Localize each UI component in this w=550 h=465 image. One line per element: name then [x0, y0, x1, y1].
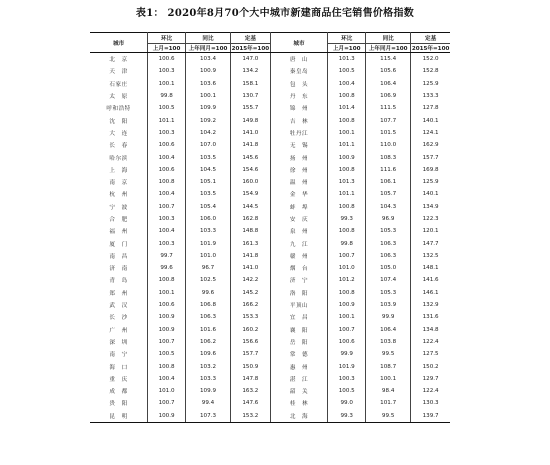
base-cell-right: 152.0 — [422, 56, 439, 63]
subheader-yoy-right: 上年同月=100 — [366, 44, 411, 53]
yoy-cell-left: 101.6 — [185, 324, 230, 336]
city-cell-right: 丹 东 — [270, 90, 328, 102]
city-cell-left: 杭 州 — [90, 188, 148, 200]
city-cell-left: 重 庆 — [90, 373, 148, 385]
header-city-right: 城市 — [270, 33, 328, 53]
city-cell-right: 扬 州 — [270, 151, 328, 163]
mom-cell-right: 101.9 — [328, 360, 366, 372]
table-row — [90, 373, 450, 385]
yoy-cell-right: 105.3 — [366, 287, 411, 299]
mom-cell-left: 100.6 — [148, 53, 186, 66]
yoy-cell-right: 106.9 — [366, 90, 411, 102]
base-cell-right: 131.6 — [422, 314, 439, 321]
city-cell-left: 广 州 — [90, 324, 148, 336]
city-cell-left: 上 海 — [90, 164, 148, 176]
yoy-cell-left: 107.3 — [185, 410, 230, 423]
base-cell-left: 147.6 — [231, 397, 271, 409]
yoy-cell-left: 100.9 — [185, 65, 230, 77]
table-row — [90, 336, 450, 348]
mom-cell-left: 100.3 — [148, 213, 186, 225]
mom-cell-right: 99.9 — [328, 348, 366, 360]
yoy-cell-left: 107.0 — [185, 139, 230, 151]
yoy-cell-left: 109.9 — [185, 102, 230, 114]
table-row — [90, 139, 450, 151]
yoy-cell-left: 103.4 — [185, 53, 230, 66]
yoy-cell-left: 101.0 — [185, 250, 230, 262]
yoy-cell-left: 109.2 — [185, 114, 230, 126]
base-cell-right: 125.9 — [422, 80, 439, 87]
yoy-cell-left: 105.1 — [185, 176, 230, 188]
base-cell-left: 160.0 — [231, 176, 271, 188]
yoy-cell-left: 106.2 — [185, 336, 230, 348]
city-cell-left: 昆 明 — [90, 410, 148, 423]
subheader-fixed-base-left: 2015年=100 — [231, 44, 271, 53]
base-cell-right: 120.1 — [422, 228, 439, 235]
mom-cell-left: 100.1 — [148, 78, 186, 90]
base-cell-left: 147.8 — [231, 373, 271, 385]
base-cell-left: 150.9 — [231, 360, 271, 372]
base-cell-left: 153.2 — [231, 410, 271, 423]
base-cell-right: 140.1 — [422, 191, 439, 198]
mom-cell-right: 100.8 — [328, 114, 366, 126]
header-yoy-left: 同比 — [185, 33, 230, 44]
base-cell-left: 141.8 — [231, 139, 271, 151]
table-row — [90, 262, 450, 274]
yoy-cell-left: 103.2 — [185, 360, 230, 372]
mom-cell-right: 100.1 — [328, 311, 366, 323]
base-cell-right: 134.8 — [422, 326, 439, 333]
mom-cell-right: 100.9 — [328, 299, 366, 311]
yoy-cell-right: 99.5 — [366, 410, 411, 423]
base-cell-left: 145.6 — [231, 151, 271, 163]
city-cell-right: 温 州 — [270, 176, 328, 188]
city-cell-right: 常 德 — [270, 348, 328, 360]
mom-cell-right: 99.3 — [328, 410, 366, 423]
mom-cell-left: 100.3 — [148, 127, 186, 139]
mom-cell-left: 100.6 — [148, 139, 186, 151]
city-cell-left: 宁 波 — [90, 201, 148, 213]
mom-cell-left: 100.9 — [148, 324, 186, 336]
yoy-cell-left: 106.0 — [185, 213, 230, 225]
table-row — [90, 397, 450, 409]
mom-cell-left: 100.5 — [148, 348, 186, 360]
base-cell-left: 162.8 — [231, 213, 271, 225]
mom-cell-right: 100.7 — [328, 250, 366, 262]
city-cell-right: 韶 关 — [270, 385, 328, 397]
base-cell-left: 153.3 — [231, 311, 271, 323]
mom-cell-right: 100.8 — [328, 287, 366, 299]
mom-cell-left: 100.4 — [148, 151, 186, 163]
subheader-mom-left: 上月=100 — [148, 44, 186, 53]
yoy-cell-right: 106.1 — [366, 176, 411, 188]
mom-cell-right: 101.3 — [328, 176, 366, 188]
mom-cell-right: 100.6 — [328, 336, 366, 348]
city-cell-left: 沈 阳 — [90, 114, 148, 126]
yoy-cell-right: 115.4 — [366, 53, 411, 66]
city-cell-right: 吉 林 — [270, 114, 328, 126]
base-cell-right: 152.8 — [422, 68, 439, 75]
yoy-cell-left: 105.4 — [185, 201, 230, 213]
header-city-left: 城市 — [90, 33, 148, 53]
header-fixed-base-left: 定基 — [231, 33, 271, 44]
table-row — [90, 274, 450, 286]
yoy-cell-right: 96.9 — [366, 213, 411, 225]
city-cell-right: 湛 江 — [270, 373, 328, 385]
city-cell-left: 长 春 — [90, 139, 148, 151]
mom-cell-right: 99.3 — [328, 213, 366, 225]
mom-cell-left: 100.4 — [148, 225, 186, 237]
city-cell-right: 锦 州 — [270, 102, 328, 114]
yoy-cell-right: 111.5 — [366, 102, 411, 114]
base-cell-right: 124.1 — [422, 129, 439, 136]
base-cell-right: 130.3 — [422, 400, 439, 407]
base-cell-left: 156.6 — [231, 336, 271, 348]
mom-cell-right: 100.8 — [328, 90, 366, 102]
yoy-cell-left: 99.6 — [185, 287, 230, 299]
mom-cell-left: 100.6 — [148, 299, 186, 311]
city-cell-right: 金 华 — [270, 188, 328, 200]
mom-cell-right: 100.5 — [328, 65, 366, 77]
yoy-cell-left: 102.5 — [185, 274, 230, 286]
header-fixed-base-right: 定基 — [411, 33, 450, 44]
yoy-cell-right: 107.7 — [366, 114, 411, 126]
yoy-cell-left: 104.5 — [185, 164, 230, 176]
mom-cell-right: 100.9 — [328, 151, 366, 163]
city-cell-left: 济 南 — [90, 262, 148, 274]
subheader-fixed-base-right: 2015年=100 — [411, 44, 450, 53]
mom-cell-left: 100.3 — [148, 65, 186, 77]
table-row — [90, 287, 450, 299]
yoy-cell-left: 99.4 — [185, 397, 230, 409]
base-cell-right: 122.4 — [422, 388, 439, 395]
yoy-cell-right: 105.0 — [366, 262, 411, 274]
yoy-cell-left: 103.3 — [185, 225, 230, 237]
base-cell-left: 161.3 — [231, 237, 271, 249]
mom-cell-left: 100.8 — [148, 274, 186, 286]
yoy-cell-left: 103.3 — [185, 373, 230, 385]
mom-cell-right: 100.4 — [328, 78, 366, 90]
city-cell-left: 厦 门 — [90, 237, 148, 249]
city-cell-left: 武 汉 — [90, 299, 148, 311]
table-row — [90, 114, 450, 126]
mom-cell-left: 100.4 — [148, 373, 186, 385]
city-cell-right: 泉 州 — [270, 225, 328, 237]
mom-cell-right: 100.5 — [328, 385, 366, 397]
base-cell-right: 125.9 — [422, 179, 439, 186]
base-cell-right: 162.9 — [422, 142, 439, 149]
base-cell-left: 141.0 — [231, 127, 271, 139]
subheader-yoy-left: 上年同月=100 — [185, 44, 230, 53]
base-cell-right: 133.3 — [422, 93, 439, 100]
base-cell-right: 140.1 — [422, 117, 439, 124]
base-cell-left: 149.8 — [231, 114, 271, 126]
base-cell-left: 163.2 — [231, 385, 271, 397]
mom-cell-right: 99.0 — [328, 397, 366, 409]
city-cell-left: 南 京 — [90, 176, 148, 188]
city-cell-right: 北 海 — [270, 410, 328, 423]
base-cell-left: 154.6 — [231, 164, 271, 176]
city-cell-right: 洛 阳 — [270, 287, 328, 299]
mom-cell-right: 101.4 — [328, 102, 366, 114]
table-row — [90, 324, 450, 336]
base-cell-left: 147.0 — [231, 53, 271, 66]
yoy-cell-right: 107.4 — [366, 274, 411, 286]
mom-cell-left: 100.8 — [148, 360, 186, 372]
base-cell-left: 141.8 — [231, 250, 271, 262]
mom-cell-right: 100.8 — [328, 225, 366, 237]
mom-cell-left: 100.5 — [148, 102, 186, 114]
base-cell-left: 145.2 — [231, 287, 271, 299]
city-cell-left: 福 州 — [90, 225, 148, 237]
mom-cell-right: 101.1 — [328, 139, 366, 151]
yoy-cell-right: 108.7 — [366, 360, 411, 372]
city-cell-right: 烟 台 — [270, 262, 328, 274]
yoy-cell-right: 105.6 — [366, 65, 411, 77]
yoy-cell-right: 108.3 — [366, 151, 411, 163]
mom-cell-left: 101.1 — [148, 114, 186, 126]
table-row — [90, 250, 450, 262]
table-row — [90, 78, 450, 90]
city-cell-right: 济 宁 — [270, 274, 328, 286]
base-cell-right: 129.7 — [422, 375, 439, 382]
city-cell-left: 青 岛 — [90, 274, 148, 286]
base-cell-right: 146.1 — [422, 289, 439, 296]
table-row — [90, 65, 450, 77]
city-cell-right: 牡丹江 — [270, 127, 328, 139]
subheader-mom-right: 上月=100 — [328, 44, 366, 53]
city-cell-right: 唐 山 — [270, 53, 328, 66]
table-row — [90, 225, 450, 237]
mom-cell-right: 100.8 — [328, 164, 366, 176]
yoy-cell-right: 103.8 — [366, 336, 411, 348]
city-cell-right: 岳 阳 — [270, 336, 328, 348]
base-cell-right: 122.4 — [422, 338, 439, 345]
price-index-table — [90, 32, 450, 423]
yoy-cell-left: 109.6 — [185, 348, 230, 360]
mom-cell-right: 100.8 — [328, 201, 366, 213]
city-cell-left: 哈尔滨 — [90, 151, 148, 163]
base-cell-right: 127.8 — [422, 105, 439, 112]
yoy-cell-right: 100.1 — [366, 373, 411, 385]
city-cell-right: 九 江 — [270, 237, 328, 249]
mom-cell-left: 100.7 — [148, 336, 186, 348]
mom-cell-left: 99.8 — [148, 90, 186, 102]
yoy-cell-left: 104.2 — [185, 127, 230, 139]
table-row — [90, 127, 450, 139]
base-cell-left: 157.7 — [231, 348, 271, 360]
base-cell-right: 132.9 — [422, 302, 439, 309]
mom-cell-right: 100.3 — [328, 373, 366, 385]
city-cell-right: 包 头 — [270, 78, 328, 90]
base-cell-right: 139.7 — [411, 410, 450, 423]
mom-cell-right: 99.8 — [328, 237, 366, 249]
base-cell-right: 132.5 — [422, 252, 439, 259]
city-cell-left: 天 津 — [90, 65, 148, 77]
base-cell-right: 141.6 — [422, 277, 439, 284]
table-row — [90, 151, 450, 163]
base-cell-right: 127.5 — [422, 351, 439, 358]
mom-cell-left: 100.3 — [148, 237, 186, 249]
header-mom-right: 环比 — [328, 33, 366, 44]
table-row — [90, 348, 450, 360]
city-cell-right: 襄 阳 — [270, 324, 328, 336]
city-cell-left: 成 都 — [90, 385, 148, 397]
table-body — [90, 53, 450, 423]
yoy-cell-left: 96.7 — [185, 262, 230, 274]
yoy-cell-left: 100.1 — [185, 90, 230, 102]
base-cell-right: 134.9 — [422, 203, 439, 210]
base-cell-left: 141.0 — [231, 262, 271, 274]
yoy-cell-right: 103.9 — [366, 299, 411, 311]
yoy-cell-left: 101.9 — [185, 237, 230, 249]
city-cell-left: 石家庄 — [90, 78, 148, 90]
city-cell-right: 秦皇岛 — [270, 65, 328, 77]
city-cell-left: 长 沙 — [90, 311, 148, 323]
yoy-cell-right: 105.3 — [366, 225, 411, 237]
table-row — [90, 201, 450, 213]
mom-cell-left: 99.7 — [148, 250, 186, 262]
city-cell-right: 平顶山 — [270, 299, 328, 311]
mom-cell-left: 100.8 — [148, 176, 186, 188]
city-cell-right: 桂 林 — [270, 397, 328, 409]
city-cell-left: 大 连 — [90, 127, 148, 139]
base-cell-right: 150.2 — [422, 363, 439, 370]
base-cell-right: 122.3 — [422, 216, 439, 222]
city-cell-right: 蚌 埠 — [270, 201, 328, 213]
base-cell-left: 148.8 — [231, 225, 271, 237]
yoy-cell-right: 101.7 — [366, 397, 411, 409]
city-cell-left: 太 原 — [90, 90, 148, 102]
yoy-cell-right: 105.7 — [366, 188, 411, 200]
header-yoy-right: 同比 — [366, 33, 411, 44]
yoy-cell-left: 103.6 — [185, 78, 230, 90]
table-row — [90, 188, 450, 200]
table-row — [90, 164, 450, 176]
city-cell-left: 贵 阳 — [90, 397, 148, 409]
yoy-cell-left: 103.5 — [185, 188, 230, 200]
base-cell-left: 142.2 — [231, 274, 271, 286]
city-cell-right: 宜 昌 — [270, 311, 328, 323]
base-cell-left: 130.7 — [231, 90, 271, 102]
city-cell-left: 合 肥 — [90, 213, 148, 225]
table-row — [90, 213, 450, 225]
table-row — [90, 176, 450, 188]
table-row — [90, 410, 450, 423]
mom-cell-left: 100.1 — [148, 287, 186, 299]
mom-cell-left: 100.9 — [148, 410, 186, 423]
city-cell-left: 深 圳 — [90, 336, 148, 348]
base-cell-left: 144.5 — [231, 201, 271, 213]
header-mom-left: 环比 — [148, 33, 186, 44]
mom-cell-left: 99.6 — [148, 262, 186, 274]
yoy-cell-right: 104.3 — [366, 201, 411, 213]
mom-cell-right: 101.1 — [328, 188, 366, 200]
city-cell-left: 北 京 — [90, 53, 148, 66]
yoy-cell-left: 103.5 — [185, 151, 230, 163]
yoy-cell-right: 106.3 — [366, 237, 411, 249]
table-row — [90, 360, 450, 372]
base-cell-right: 169.8 — [422, 166, 439, 173]
base-cell-right: 147.7 — [422, 240, 439, 247]
table-title: 表1： 2020年8月70个大中城市新建商品住宅销售价格指数 — [135, 8, 415, 19]
mom-cell-right: 100.1 — [328, 127, 366, 139]
table-row — [90, 237, 450, 249]
city-cell-left: 南 昌 — [90, 250, 148, 262]
base-cell-left: 155.7 — [231, 102, 271, 114]
city-cell-left: 海 口 — [90, 360, 148, 372]
yoy-cell-right: 98.4 — [366, 385, 411, 397]
mom-cell-left: 100.7 — [148, 201, 186, 213]
table-row — [90, 299, 450, 311]
yoy-cell-right: 99.5 — [366, 348, 411, 360]
yoy-cell-right: 106.3 — [366, 250, 411, 262]
yoy-cell-right: 101.5 — [366, 127, 411, 139]
table-row — [90, 102, 450, 114]
yoy-cell-left: 109.9 — [185, 385, 230, 397]
yoy-cell-right: 106.4 — [366, 78, 411, 90]
city-cell-left: 郑 州 — [90, 287, 148, 299]
yoy-cell-right: 106.4 — [366, 324, 411, 336]
city-cell-right: 安 庆 — [270, 213, 328, 225]
mom-cell-right: 100.7 — [328, 324, 366, 336]
yoy-cell-right: 99.9 — [366, 311, 411, 323]
mom-cell-left: 101.0 — [148, 385, 186, 397]
city-cell-right: 惠 州 — [270, 360, 328, 372]
base-cell-right: 157.7 — [422, 154, 439, 161]
mom-cell-left: 100.6 — [148, 164, 186, 176]
city-cell-left: 南 宁 — [90, 348, 148, 360]
mom-cell-left: 100.9 — [148, 311, 186, 323]
table-row — [90, 311, 450, 323]
base-cell-left: 154.9 — [231, 188, 271, 200]
base-cell-left: 158.1 — [231, 78, 271, 90]
base-cell-right: 148.1 — [422, 265, 439, 272]
mom-cell-right: 101.0 — [328, 262, 366, 274]
yoy-cell-right: 110.0 — [366, 139, 411, 151]
table-row — [90, 385, 450, 397]
city-cell-right: 无 锡 — [270, 139, 328, 151]
mom-cell-right: 101.2 — [328, 274, 366, 286]
yoy-cell-left: 106.3 — [185, 311, 230, 323]
yoy-cell-left: 106.8 — [185, 299, 230, 311]
city-cell-right: 赣 州 — [270, 250, 328, 262]
city-cell-left: 呼和浩特 — [90, 102, 148, 114]
base-cell-left: 166.2 — [231, 299, 271, 311]
yoy-cell-right: 111.6 — [366, 164, 411, 176]
city-cell-right: 徐 州 — [270, 164, 328, 176]
mom-cell-right: 101.3 — [328, 53, 366, 66]
mom-cell-left: 100.4 — [148, 188, 186, 200]
base-cell-left: 160.2 — [231, 324, 271, 336]
table-row — [90, 90, 450, 102]
table-row — [90, 53, 450, 66]
base-cell-left: 134.2 — [231, 65, 271, 77]
mom-cell-left: 100.7 — [148, 397, 186, 409]
